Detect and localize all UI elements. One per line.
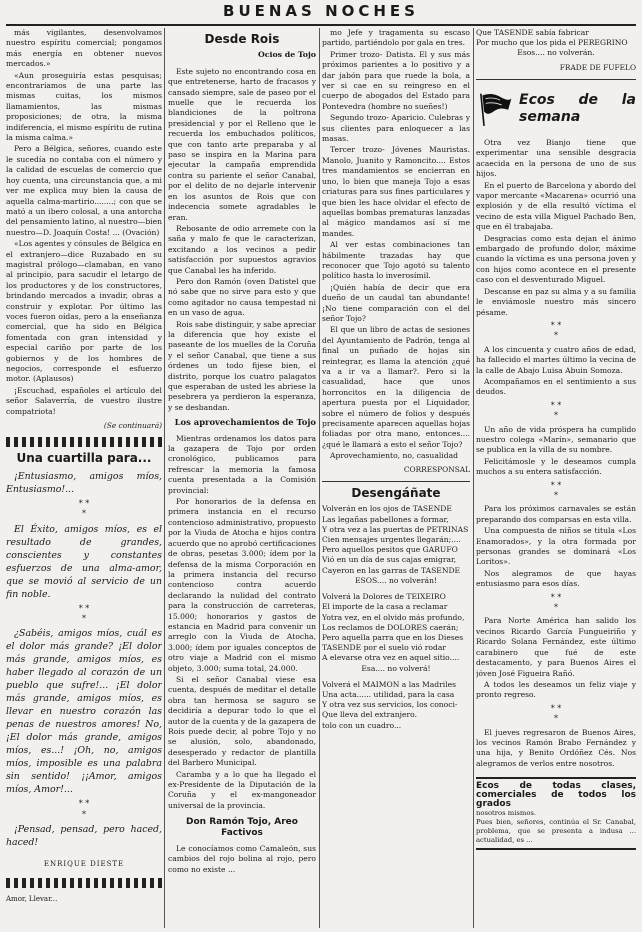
article-paragraph: El que un libro de actas de sesiones del Ayuntamiento de Padrón, tenga al final un puñado de hojas sin reintegrar, es llama la atención ¿qué va a ir va a llamar?. Pero si la casualidad, hace que unos horroncitos en la diligencia de apertura puesta por el Liquidador, sobre el número de folios y después precisamente aparecen aquellas hojas foliadas por otra mano, entonces....¿qué le llamará a esto el señor Tojo?	[322, 325, 470, 449]
asterism: * * *	[550, 320, 562, 341]
poem-line: Pero aquella parra que en los Dieses	[322, 632, 464, 642]
divider	[322, 481, 470, 482]
article-paragraph: Este sujeto no encontrando cosa en que entretenerse, harto de fracasos y cansado siempre, sale de paseo por el muelle que le recuerda los blandiciones de la poltrona presidencial y por el Relleno que le recuerda los embuchados políticos, que con tanto arte preparaba y al paso se inspira en la Marina para ejecutar la campaña emprendida contra su pariente el señor Canabal, por el delito de no dejarle intervenir en los asuntos de Rois que con indecencia somete agradables le eran.	[168, 66, 316, 222]
article-paragraph: más vigilantes, desenvolvamos nuestro espíritu comercial; pongamos más energía en obtener nuevos mercados.»	[6, 28, 162, 69]
poem-line: Una acta...... utilidad, para la casa	[322, 689, 455, 699]
article-paragraph: Pero don Ramón (oven Datistel que nó sabe que no sirve para esto y que como agitador no causa tempestad ni en un vaso de agua.	[168, 276, 316, 318]
verse: El Éxito, amigos míos, es el resultado de grandes, conscientes y constantes esfuerzos de una alma-amor, que se movió al servicio de un fin noble.	[6, 523, 162, 600]
poem-line: Que TASENDE sabía fabricar	[476, 28, 589, 37]
article-paragraph: Acompañamos en el sentimiento a sus deudos.	[476, 376, 636, 397]
masthead: BUENAS NOCHES	[223, 2, 419, 20]
verse: ¿Sabéis, amigos míos, cuál es el dolor más grande? ¡El dolor más grande, amigos míos, es haber llegado al corazón de un pueblo que sufre!... ¡El dolor más grande, amigos míos, es llevar en nuestro corazón las penas de nuestros amores! No, ¡El dolor más grande, amigos míos, es...! ¡Oh, no, amigos míos, imposible es una palabra sin sentido! ¡¡Amor, amigos míos, Amor!...	[6, 628, 162, 796]
ad-line: nosotros mismos.	[476, 809, 537, 818]
asterism: * * *	[550, 592, 562, 613]
poem-line: Los reclamos de DOLORES caerán;	[322, 622, 459, 632]
poem-line: A elevarse otra vez en aquel sitio....	[322, 653, 460, 663]
signature: ENRIQUE DIESTE	[43, 860, 125, 869]
signature: CORRESPONSAL	[403, 464, 470, 474]
article-paragraph: Rois sabe distinguir, y sabe apreciar la diferencia que hoy existe el paseante de los muelles de la Coruña y el señor Canabal, que tiene a sus órdenes un todo fijese bien, el distrito, porque los cuatro palagatos que esperaban de usted les abriese la pesebrera ya perdieron la esperanza, y se desbandan.	[168, 319, 316, 412]
asterism: * * *	[550, 400, 562, 421]
article-paragraph: Desgracias como esta dejan el ánimo embargado de profundo dolor, máxime cuando la víctima es una persona joven y con hijos como acontece en el presente caso con el desventurado Miguel.	[476, 233, 636, 285]
poem-line: Pero aquellos pesitos que GARUFO	[322, 545, 458, 555]
poem-line: Cien mensajes urgentes llegarán;....	[322, 535, 461, 545]
poem-line: Vió en un día de sus cajas emigrar,	[322, 555, 457, 565]
article-paragraph: «Los agentes y cónsules de Bélgica en el extranjero—dice Ruzabado en su magistral prólogo—clamaban, en vano al principio, para sacudir el letargo de los productores y de los constructores, brindando mercados a invadir, obras a construir y explotar. Por último las voces fueron oídas, pero a la enseñanza comercial, que ha sido en Bélgica fomentada con gran intensidad y especial cariño por parte de los gobiernos y de los hombres de negocios, corresponde el esfuerzo motor. (Aplausos)	[6, 239, 162, 384]
asterism: * * *	[550, 480, 562, 501]
article-heading: Desde Rois	[204, 32, 280, 46]
article-paragraph: Por honorarios de la defensa en primera instancia en el recurso contencioso administrativo, propuesto por la Viuda de Atocha e hijos contra acuerdo que no aprobó certificaciones de obras, pesetas 3.000; ídem por la defensa de la misma Corporación en la primera instancia del recurso contencioso contra acuerdo declarando la nulidad del contrato para la construcción de carreteras, 15.000; honorarios y gastos de estancia en Madrid para convenir un arreglo con la Viuda de Atocha, 3.000; ídem por iguales conceptos de otro viaje a Madrid con el mismo objeto, 3.000; suma total, 24.000.	[168, 497, 316, 673]
article-paragraph: Nos alegramos de que hayas entusiasmo para esos días.	[476, 568, 636, 589]
article-paragraph: Mientras ordenamos los datos para la gazapera de Tojo por orden cronológico, publicamos para refrescar la memoria la famosa cuenta presentada a la Comisión provincial:	[168, 433, 316, 495]
column-1	[6, 28, 162, 928]
article-paragraph: Una compuesta de niños se titula «Los Enamorados», y la otra formada por personas grandes se dominará «Los Loritos».	[476, 526, 636, 567]
article-paragraph: Felicitámosle y le deseamos cumpla muchos a su entera satisfacción.	[476, 456, 636, 477]
advertisement	[476, 777, 636, 850]
article-subheading: Los aprovechamientos de Tojo	[174, 417, 316, 428]
verse: ¡Entusiasmo, amigos míos, Entusiasmo!...	[6, 470, 162, 495]
article-paragraph: Aprovechamiento, no, casualidad	[330, 451, 458, 461]
ad-line: Pues bien, señores, continúa el Sr. Canabal, problema, que se presenta a indusa ... actualidad, es ...	[476, 818, 636, 845]
poem-line: Y otra vez a las puertas de PETRINAS	[322, 524, 469, 534]
verse: ¡Pensad, pensad, pero haced, haced!	[6, 824, 162, 849]
article-paragraph: ¡Escuchad, españoles el artículo del señor Salaverría, de vuestro ilustre compatriota!	[6, 385, 162, 416]
column-3	[322, 28, 470, 928]
article-paragraph: ¡Quién había de decir que era dueño de un caudal tan abundante! ¡No tiene comparación con el del señor Tojo?	[322, 282, 470, 323]
article-paragraph: Otra vez Bianjo tiene que experimentar una sensible desgracia acaecida en la persona de uno de sus hijos.	[476, 138, 636, 179]
footer-fragment: Amor, Llevar...	[6, 894, 58, 903]
article-paragraph: A todos les deseamos un feliz viaje y pronto regreso.	[476, 679, 636, 700]
article-paragraph: Tercer trozo- Jóvenes Mauristas. Manolo, Juanito y Ramoncito.... Estos tres mandamientos se encierran en uno, lo bien que maneja Tojo a esas criaturas para sus fines particulares y que bien les hace olvidar el efecto de aquellas bombas prematuras lanzadas al mágico mandamos así sí me mandes.	[322, 145, 470, 238]
ornament-rule	[6, 878, 162, 888]
article-paragraph: mo Jefe y tragamenta su escaso partido, partiéndolo por gala en tres.	[322, 28, 470, 48]
asterism: * * *	[78, 603, 90, 624]
article-subheading: Ocios de Tojo	[257, 50, 316, 60]
article-paragraph: El jueves regresaron de Buenos Aires, los vecinos Ramón Brabo Fernández y una hija, y Benito Ordóñez Cés. Nos alegramos de verlos entre nosotros.	[476, 727, 636, 768]
article-paragraph: Segundo trozo- Aparicio. Culebras y sus clientes para enloquecer a las masas.	[322, 113, 470, 144]
column-4	[476, 28, 636, 928]
poem-line: Yotra vez, en el olvido más profundo,	[322, 612, 465, 622]
article-paragraph: Descanse en paz su alma y a su familia le enviámosle nuestro más sincero pésame.	[476, 286, 636, 317]
poem-line: El importe de la casa a reclamar	[322, 602, 448, 612]
asterism: * * *	[78, 799, 90, 819]
article-paragraph: Le conocíamos como Camaleón, sus cambios del rojo bolina al rojo, pero como no existe ...	[168, 844, 316, 874]
article-paragraph: Un año de vida próspera ha cumplido nuestro colega «Marín», semanario que se publica en la villa de su nombre.	[476, 424, 636, 455]
column-divider	[164, 28, 165, 928]
column-divider	[319, 28, 320, 928]
article-paragraph: En el puerto de Barcelona y abordo del vapor mercante «Macarena» ocurrió una explosión y de ella resultó víctima el vecino de esta villa Miguel Pachado Ben, que en él trabajaba.	[476, 180, 636, 232]
poem-line: Y otra vez sus servicios, los conoci-	[322, 700, 458, 710]
article-paragraph: Caramba y a lo que ha llegado el ex-Presidente de la Diputación de la Coruña y el ex-mangoneador universal de la provincia.	[168, 769, 316, 810]
section-header	[476, 86, 636, 132]
article-paragraph: A los cincuenta y cuatro años de edad, ha fallecido el martes último la vecina de la calle de Abajo Luisa Abuin Somoza.	[476, 344, 636, 375]
section-title: Ecos de la semana	[519, 92, 636, 126]
article-paragraph: Al ver estas combinaciones tan hábilmente trazadas hay que reconocer que Tojo agotó su talento político hasta lo inverosímil.	[322, 240, 470, 281]
asterism: * * *	[550, 703, 562, 724]
article-paragraph: Para Norte América han salido los vecinos Ricardo García Fungueiriño y Ricardo Solana Fernández, este último carabinero que fué de este destacamento, y para Buenos Aires el jóven José Figueira Rañó.	[476, 616, 636, 678]
article-subheading: Don Ramón Tojo, Areo Factivos	[186, 817, 298, 838]
poem-refrain: ESOS.... no volverán!	[354, 575, 438, 585]
article-paragraph: «Aun proseguiría estas pesquisas; encontraríamos de una parte las mismas cuitas, los mismos llamamientos, las mismas proposiciones; de otra, la misma indiferencia, el mismo espíritu de rutina la misma calma.»	[6, 70, 162, 143]
poem-line: TASENDE por el suelo vió rodar	[322, 643, 447, 653]
masthead-rule	[6, 24, 636, 26]
poem-line: Por mucho que los pida el PEREGRINO	[476, 38, 628, 48]
poem-line: Volverán en los ojos de TASENDE	[322, 504, 452, 514]
article-heading: Una cuartilla para...	[16, 451, 152, 466]
poem-refrain: Esa.... no volverá!	[361, 663, 431, 673]
poem-line: Volverá el MAIMON a las Madriles	[322, 679, 457, 689]
poem-line: Cayeron en las garras de TASENDE	[322, 565, 461, 575]
poem-refrain: Esos.... no volverán.	[517, 48, 595, 58]
divider	[476, 79, 636, 80]
article-paragraph: Rebosante de odio arremete con la saña y malo fe que le caracterizan, excitando a los vecinos a pedir satisfacción por supuestos agravios que Canabal les ha inferido.	[168, 223, 316, 275]
poem-line: tolo con un cuadro...	[322, 720, 402, 730]
flag-illustration	[476, 86, 513, 132]
ornament-rule	[6, 437, 162, 447]
column-divider	[473, 28, 474, 928]
poem-line: Las legañas pabellones a formar,	[322, 514, 449, 524]
article-paragraph: Pero a Bélgica, señores, cuando este le sucedía no contaba con el número y la calidad de escuelas de comercio que hoy cuenta, una circunstancia que, a mi ver me explica muy bien la causa de aquella calma-martirio........; con que se mató a un ibero colosal, a una antorcha del pensamiento latino, al nuestro—bien nuestro—D. Joaquín Costa! ... (Ovación)	[6, 144, 162, 237]
ad-title: Ecos de todas clases, comerciales de todos los grados	[476, 781, 636, 810]
signature: FRADE DE FUFELO	[559, 62, 636, 72]
column-2	[168, 28, 316, 928]
article-paragraph: Si el señor Canabal viese esa cuenta, después de meditar el detalle obra tan hermosa se saguro se decidiría a depurar todo lo que el autor de la cuenta y de la gazapera de Rois puede decir, al pobre Tojo y no se alusión, solo, abandonado, desesperado y redactor de plantilla del Barbero Municipal.	[168, 674, 316, 768]
poem-line: Volverá la Dolores de TEIXEIRO	[322, 592, 446, 602]
article-paragraph: Primer trozo- Datista. El y sus más próximos parientes a lo positivo y a dar jabón para que ruede la bola, a ver si cae en su reingreso en el cuerpo de abogados del Estado para Pontevedra (hombre no sueñes!)	[322, 49, 470, 111]
asterism: * * *	[78, 498, 90, 519]
article-paragraph: Para los próximos carnavales se están preparando dos comparsas en esta villa.	[476, 504, 636, 524]
continued-note: (Se continuará)	[103, 421, 162, 431]
poem-line: Que lleva del extranjero.	[322, 710, 418, 720]
article-heading: Desengáñate	[351, 486, 441, 501]
